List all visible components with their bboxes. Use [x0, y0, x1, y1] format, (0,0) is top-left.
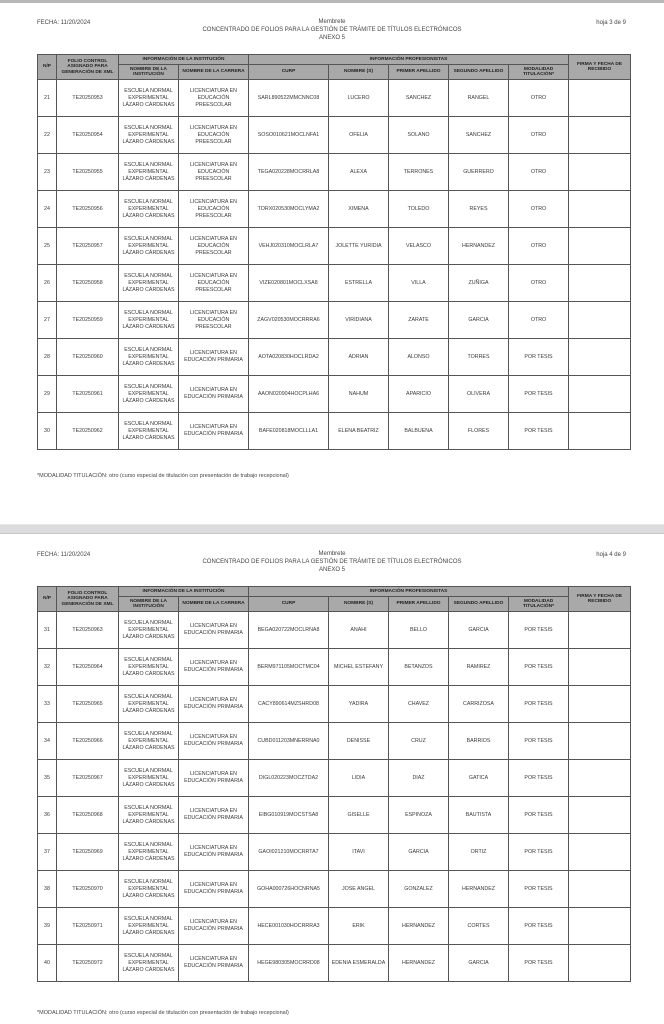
cell-np: 21	[38, 80, 57, 117]
cell-nombre: XIMENA	[329, 191, 389, 228]
cell-nombre: ELENA BEATRIZ	[329, 413, 389, 450]
cell-institucion: ESCUELA NORMAL EXPERIMENTAL LÁZARO CÁRDENAS	[119, 797, 179, 834]
cell-carrera: LICENCIATURA EN EDUCACIÓN PREESCOLAR	[179, 117, 249, 154]
cell-curp: TEGA020228MOCRRLA8	[249, 154, 329, 191]
cell-primer-apellido: BETANZOS	[389, 649, 449, 686]
letterhead-label: Membrete	[318, 19, 346, 25]
cell-nombre: JOSE ANGEL	[329, 871, 389, 908]
cell-firma	[569, 265, 631, 302]
cell-institucion: ESCUELA NORMAL EXPERIMENTAL LÁZARO CÁRDENAS	[119, 649, 179, 686]
cell-primer-apellido: TERRONES	[389, 154, 449, 191]
cell-carrera: LICENCIATURA EN EDUCACIÓN PREESCOLAR	[179, 228, 249, 265]
col-group-profesionistas: INFORMACIÓN PROFESIONISTAS	[249, 587, 569, 597]
col-header-nombre-carrera: NOMBRE DE LA CARRERA	[179, 65, 249, 80]
cell-primer-apellido: DIAZ	[389, 760, 449, 797]
cell-institucion: ESCUELA NORMAL EXPERIMENTAL LÁZARO CÁRDENAS	[119, 191, 179, 228]
cell-segundo-apellido: RANGEL	[449, 80, 509, 117]
col-header-nombre: NOMBRE (S)	[329, 597, 389, 612]
cell-firma	[569, 834, 631, 871]
document-title: CONCENTRADO DE FOLIOS PARA LA GESTIÓN DE TRÁMITE DE TÍTULOS ELECTRÓNICOS	[202, 27, 462, 33]
cell-primer-apellido: GONZALEZ	[389, 871, 449, 908]
cell-folio: TE20250961	[57, 376, 119, 413]
cell-segundo-apellido: GUERRERO	[449, 154, 509, 191]
cell-institucion: ESCUELA NORMAL EXPERIMENTAL LÁZARO CÁRDENAS	[119, 760, 179, 797]
cell-curp: BAFE020818MOCLLLA1	[249, 413, 329, 450]
cell-nombre: MICHEL ESTEFANY	[329, 649, 389, 686]
col-header-nombre: NOMBRE (S)	[329, 65, 389, 80]
cell-segundo-apellido: BARRIOS	[449, 723, 509, 760]
cell-segundo-apellido: SANCHEZ	[449, 117, 509, 154]
table-row	[38, 612, 631, 649]
table-row	[38, 649, 631, 686]
cell-carrera: LICENCIATURA EN EDUCACIÓN PRIMARIA	[179, 871, 249, 908]
cell-np: 32	[38, 649, 57, 686]
cell-nombre: NAHUM	[329, 376, 389, 413]
col-header-curp: CURP	[249, 65, 329, 80]
col-header-folio: FOLIO CONTROL ASIGNADO PARA GENERACIÓN DE XML	[57, 587, 119, 612]
col-header-np: N/P	[38, 55, 57, 80]
cell-curp: CACY890614MZSHRD08	[249, 686, 329, 723]
cell-segundo-apellido: OLIVERA	[449, 376, 509, 413]
cell-folio: TE20250971	[57, 908, 119, 945]
cell-folio: TE20250963	[57, 612, 119, 649]
cell-primer-apellido: APARICIO	[389, 376, 449, 413]
table-body	[38, 80, 631, 450]
cell-curp: HECE001030HOCRRRA3	[249, 908, 329, 945]
table-row	[38, 154, 631, 191]
cell-carrera: LICENCIATURA EN EDUCACIÓN PRIMARIA	[179, 834, 249, 871]
cell-segundo-apellido: HERNANDEZ	[449, 871, 509, 908]
cell-primer-apellido: SOLANO	[389, 117, 449, 154]
col-header-nombre-carrera: NOMBRE DE LA CARRERA	[179, 597, 249, 612]
cell-curp: AOTA020830HOCLRDA2	[249, 339, 329, 376]
cell-institucion: ESCUELA NORMAL EXPERIMENTAL LÁZARO CÁRDENAS	[119, 413, 179, 450]
cell-curp: EIBG010919MOCSTSA8	[249, 797, 329, 834]
cell-carrera: LICENCIATURA EN EDUCACIÓN PRIMARIA	[179, 760, 249, 797]
cell-primer-apellido: GARCIA	[389, 834, 449, 871]
cell-curp: BERM971105MOCTMC04	[249, 649, 329, 686]
cell-folio: TE20250964	[57, 649, 119, 686]
table-row	[38, 302, 631, 339]
footnote: *MODALIDAD TITULACIÓN: otro (curso especial de titulación con presentación de trabajo recepcional)	[37, 473, 289, 479]
date-label: FECHA: 11/20/2024	[37, 552, 91, 558]
cell-primer-apellido: BALBUENA	[389, 413, 449, 450]
cell-firma	[569, 649, 631, 686]
page-separator	[0, 524, 664, 534]
cell-folio: TE20250962	[57, 413, 119, 450]
table-row	[38, 908, 631, 945]
cell-modalidad: POR TESIS	[509, 760, 569, 797]
cell-np: 38	[38, 871, 57, 908]
cell-modalidad: POR TESIS	[509, 649, 569, 686]
annex-label: ANEXO 5	[318, 35, 345, 41]
cell-modalidad: OTRO	[509, 117, 569, 154]
cell-nombre: ADRIAN	[329, 339, 389, 376]
annex-label: ANEXO 5	[318, 567, 345, 573]
cell-institucion: ESCUELA NORMAL EXPERIMENTAL LÁZARO CÁRDENAS	[119, 612, 179, 649]
cell-firma	[569, 686, 631, 723]
table-row	[38, 797, 631, 834]
cell-modalidad: OTRO	[509, 302, 569, 339]
folios-table	[37, 586, 631, 982]
cell-np: 22	[38, 117, 57, 154]
cell-carrera: LICENCIATURA EN EDUCACIÓN PRIMARIA	[179, 945, 249, 982]
cell-segundo-apellido: GATICA	[449, 760, 509, 797]
cell-np: 35	[38, 760, 57, 797]
cell-np: 37	[38, 834, 57, 871]
cell-nombre: ITAVI	[329, 834, 389, 871]
cell-curp: TORX020530MOCLYMA2	[249, 191, 329, 228]
col-header-nombre-institucion: NOMBRE DE LA INSTITUCIÓN	[119, 65, 179, 80]
cell-segundo-apellido: RAMIREZ	[449, 649, 509, 686]
cell-carrera: LICENCIATURA EN EDUCACIÓN PRIMARIA	[179, 413, 249, 450]
cell-np: 30	[38, 413, 57, 450]
cell-primer-apellido: ZARATE	[389, 302, 449, 339]
page-number: hoja 3 de 9	[596, 20, 626, 26]
cell-folio: TE20250972	[57, 945, 119, 982]
cell-segundo-apellido: FLORES	[449, 413, 509, 450]
cell-folio: TE20250957	[57, 228, 119, 265]
cell-carrera: LICENCIATURA EN EDUCACIÓN PRIMARIA	[179, 908, 249, 945]
cell-institucion: ESCUELA NORMAL EXPERIMENTAL LÁZARO CÁRDENAS	[119, 376, 179, 413]
cell-institucion: ESCUELA NORMAL EXPERIMENTAL LÁZARO CÁRDENAS	[119, 339, 179, 376]
cell-carrera: LICENCIATURA EN EDUCACIÓN PREESCOLAR	[179, 80, 249, 117]
table-row	[38, 723, 631, 760]
cell-primer-apellido: VILLA	[389, 265, 449, 302]
cell-folio: TE20250959	[57, 302, 119, 339]
cell-nombre: YADIRA	[329, 686, 389, 723]
cell-primer-apellido: HERNANDEZ	[389, 908, 449, 945]
cell-institucion: ESCUELA NORMAL EXPERIMENTAL LÁZARO CÁRDENAS	[119, 723, 179, 760]
cell-segundo-apellido: GARCIA	[449, 945, 509, 982]
table-row	[38, 413, 631, 450]
col-header-firma: FIRMA Y FECHA DE RECIBIDO	[569, 587, 631, 612]
table-row	[38, 834, 631, 871]
date-label: FECHA: 11/20/2024	[37, 20, 91, 26]
cell-segundo-apellido: CORTES	[449, 908, 509, 945]
cell-folio: TE20250953	[57, 80, 119, 117]
cell-folio: TE20250954	[57, 117, 119, 154]
cell-segundo-apellido: ZUÑIGA	[449, 265, 509, 302]
table-row	[38, 265, 631, 302]
cell-carrera: LICENCIATURA EN EDUCACIÓN PRIMARIA	[179, 797, 249, 834]
col-header-firma: FIRMA Y FECHA DE RECIBIDO	[569, 55, 631, 80]
table-row	[38, 191, 631, 228]
cell-modalidad: OTRO	[509, 80, 569, 117]
col-header-nombre-institucion: NOMBRE DE LA INSTITUCIÓN	[119, 597, 179, 612]
cell-segundo-apellido: GARCIA	[449, 612, 509, 649]
cell-np: 27	[38, 302, 57, 339]
cell-nombre: GISELLE	[329, 797, 389, 834]
cell-np: 25	[38, 228, 57, 265]
table-row	[38, 871, 631, 908]
cell-institucion: ESCUELA NORMAL EXPERIMENTAL LÁZARO CÁRDENAS	[119, 945, 179, 982]
cell-curp: VEHJ020310MOCLRLA7	[249, 228, 329, 265]
table-row	[38, 376, 631, 413]
cell-institucion: ESCUELA NORMAL EXPERIMENTAL LÁZARO CÁRDENAS	[119, 908, 179, 945]
cell-institucion: ESCUELA NORMAL EXPERIMENTAL LÁZARO CÁRDENAS	[119, 871, 179, 908]
cell-carrera: LICENCIATURA EN EDUCACIÓN PRIMARIA	[179, 686, 249, 723]
cell-carrera: LICENCIATURA EN EDUCACIÓN PRIMARIA	[179, 339, 249, 376]
cell-firma	[569, 302, 631, 339]
cell-modalidad: POR TESIS	[509, 834, 569, 871]
cell-firma	[569, 871, 631, 908]
cell-firma	[569, 760, 631, 797]
table-row	[38, 686, 631, 723]
cell-firma	[569, 80, 631, 117]
cell-np: 28	[38, 339, 57, 376]
cell-firma	[569, 612, 631, 649]
cell-folio: TE20250956	[57, 191, 119, 228]
cell-primer-apellido: BELLO	[389, 612, 449, 649]
cell-institucion: ESCUELA NORMAL EXPERIMENTAL LÁZARO CÁRDENAS	[119, 834, 179, 871]
cell-primer-apellido: TOLEDO	[389, 191, 449, 228]
cell-curp: GAOI021210MOCRRTA7	[249, 834, 329, 871]
col-header-segundo-apellido: SEGUNDO APELLIDO	[449, 65, 509, 80]
table-row	[38, 228, 631, 265]
cell-folio: TE20250970	[57, 871, 119, 908]
cell-modalidad: POR TESIS	[509, 413, 569, 450]
cell-np: 31	[38, 612, 57, 649]
cell-carrera: LICENCIATURA EN EDUCACIÓN PREESCOLAR	[179, 154, 249, 191]
cell-segundo-apellido: BAUTISTA	[449, 797, 509, 834]
cell-folio: TE20250969	[57, 834, 119, 871]
cell-np: 24	[38, 191, 57, 228]
cell-firma	[569, 117, 631, 154]
cell-firma	[569, 339, 631, 376]
col-header-modalidad: MODALIDAD TITULACIÓN*	[509, 597, 569, 612]
cell-primer-apellido: ESPINOZA	[389, 797, 449, 834]
cell-institucion: ESCUELA NORMAL EXPERIMENTAL LÁZARO CÁRDENAS	[119, 117, 179, 154]
cell-primer-apellido: VELASCO	[389, 228, 449, 265]
cell-np: 26	[38, 265, 57, 302]
header-title-block	[0, 18, 664, 42]
cell-folio: TE20250958	[57, 265, 119, 302]
cell-np: 40	[38, 945, 57, 982]
cell-np: 29	[38, 376, 57, 413]
page-header	[0, 3, 664, 51]
cell-curp: SOSO010621MOCLNFA1	[249, 117, 329, 154]
cell-curp: VIZE020801MOCLXSA8	[249, 265, 329, 302]
cell-curp: HEGE980305MOCRRD08	[249, 945, 329, 982]
cell-segundo-apellido: TORRES	[449, 339, 509, 376]
cell-nombre: EDENIA ESMERALDA	[329, 945, 389, 982]
cell-firma	[569, 945, 631, 982]
folios-table	[37, 54, 631, 450]
cell-folio: TE20250965	[57, 686, 119, 723]
cell-modalidad: POR TESIS	[509, 686, 569, 723]
cell-firma	[569, 154, 631, 191]
cell-modalidad: POR TESIS	[509, 376, 569, 413]
cell-folio: TE20250968	[57, 797, 119, 834]
cell-carrera: LICENCIATURA EN EDUCACIÓN PRIMARIA	[179, 612, 249, 649]
cell-institucion: ESCUELA NORMAL EXPERIMENTAL LÁZARO CÁRDENAS	[119, 686, 179, 723]
cell-carrera: LICENCIATURA EN EDUCACIÓN PREESCOLAR	[179, 265, 249, 302]
table-row	[38, 339, 631, 376]
cell-segundo-apellido: REYES	[449, 191, 509, 228]
cell-carrera: LICENCIATURA EN EDUCACIÓN PREESCOLAR	[179, 302, 249, 339]
cell-carrera: LICENCIATURA EN EDUCACIÓN PRIMARIA	[179, 376, 249, 413]
cell-segundo-apellido: HERNANDEZ	[449, 228, 509, 265]
cell-primer-apellido: CRUZ	[389, 723, 449, 760]
col-group-profesionistas: INFORMACIÓN PROFESIONISTAS	[249, 55, 569, 65]
document-title: CONCENTRADO DE FOLIOS PARA LA GESTIÓN DE TRÁMITE DE TÍTULOS ELECTRÓNICOS	[202, 559, 462, 565]
cell-curp: GOHA000726HOCNRNA5	[249, 871, 329, 908]
cell-carrera: LICENCIATURA EN EDUCACIÓN PRIMARIA	[179, 649, 249, 686]
table-row	[38, 117, 631, 154]
cell-modalidad: POR TESIS	[509, 908, 569, 945]
cell-np: 39	[38, 908, 57, 945]
cell-modalidad: OTRO	[509, 191, 569, 228]
cell-firma	[569, 723, 631, 760]
cell-modalidad: POR TESIS	[509, 797, 569, 834]
cell-folio: TE20250955	[57, 154, 119, 191]
cell-np: 36	[38, 797, 57, 834]
col-header-segundo-apellido: SEGUNDO APELLIDO	[449, 597, 509, 612]
cell-institucion: ESCUELA NORMAL EXPERIMENTAL LÁZARO CÁRDENAS	[119, 302, 179, 339]
cell-modalidad: POR TESIS	[509, 612, 569, 649]
cell-np: 23	[38, 154, 57, 191]
cell-nombre: ANAHI	[329, 612, 389, 649]
page-header	[0, 535, 664, 583]
col-header-primer-apellido: PRIMER APELLIDO	[389, 597, 449, 612]
cell-firma	[569, 413, 631, 450]
cell-nombre: DENISSE	[329, 723, 389, 760]
cell-modalidad: POR TESIS	[509, 945, 569, 982]
cell-firma	[569, 797, 631, 834]
cell-firma	[569, 228, 631, 265]
cell-segundo-apellido: CARRIZOSA	[449, 686, 509, 723]
cell-primer-apellido: ALONSO	[389, 339, 449, 376]
cell-nombre: LIDIA	[329, 760, 389, 797]
letterhead-label: Membrete	[318, 551, 346, 557]
cell-curp: CUBD011203MNERRNA0	[249, 723, 329, 760]
cell-folio: TE20250967	[57, 760, 119, 797]
cell-modalidad: POR TESIS	[509, 723, 569, 760]
col-header-curp: CURP	[249, 597, 329, 612]
col-header-primer-apellido: PRIMER APELLIDO	[389, 65, 449, 80]
cell-institucion: ESCUELA NORMAL EXPERIMENTAL LÁZARO CÁRDENAS	[119, 265, 179, 302]
cell-firma	[569, 376, 631, 413]
cell-nombre: OFELIA	[329, 117, 389, 154]
cell-modalidad: POR TESIS	[509, 871, 569, 908]
table-row	[38, 760, 631, 797]
col-header-modalidad: MODALIDAD TITULACIÓN*	[509, 65, 569, 80]
col-header-np: N/P	[38, 587, 57, 612]
cell-np: 33	[38, 686, 57, 723]
col-header-folio: FOLIO CONTROL ASIGNADO PARA GENERACIÓN DE XML	[57, 55, 119, 80]
cell-modalidad: OTRO	[509, 265, 569, 302]
cell-institucion: ESCUELA NORMAL EXPERIMENTAL LÁZARO CÁRDENAS	[119, 80, 179, 117]
col-group-institucion: INFORMACIÓN DE LA INSTITUCIÓN	[119, 55, 249, 65]
table-row	[38, 945, 631, 982]
document-page	[0, 535, 664, 1016]
cell-curp: AAON020904HOCPLHA6	[249, 376, 329, 413]
footnote: *MODALIDAD TITULACIÓN: otro (curso especial de titulación con presentación de trabajo recepcional)	[37, 1010, 289, 1016]
cell-nombre: ALEXA	[329, 154, 389, 191]
document-page	[0, 3, 664, 479]
cell-folio: TE20250966	[57, 723, 119, 760]
cell-nombre: JOLETTE YURIDIA	[329, 228, 389, 265]
cell-curp: SARL890522MMCNNC08	[249, 80, 329, 117]
cell-modalidad: POR TESIS	[509, 339, 569, 376]
table-body	[38, 612, 631, 982]
cell-curp: BEGA020722MOCLRNA8	[249, 612, 329, 649]
cell-curp: ZAGV020530MOCRRRA6	[249, 302, 329, 339]
cell-nombre: VIRIDIANA	[329, 302, 389, 339]
col-group-institucion: INFORMACIÓN DE LA INSTITUCIÓN	[119, 587, 249, 597]
cell-folio: TE20250960	[57, 339, 119, 376]
page-number: hoja 4 de 9	[596, 552, 626, 558]
cell-firma	[569, 191, 631, 228]
cell-primer-apellido: SANCHEZ	[389, 80, 449, 117]
cell-np: 34	[38, 723, 57, 760]
cell-institucion: ESCUELA NORMAL EXPERIMENTAL LÁZARO CÁRDENAS	[119, 228, 179, 265]
cell-segundo-apellido: GARCIA	[449, 302, 509, 339]
cell-nombre: ERIK	[329, 908, 389, 945]
cell-carrera: LICENCIATURA EN EDUCACIÓN PREESCOLAR	[179, 191, 249, 228]
cell-carrera: LICENCIATURA EN EDUCACIÓN PRIMARIA	[179, 723, 249, 760]
table-row	[38, 80, 631, 117]
cell-nombre: LUCERO	[329, 80, 389, 117]
cell-nombre: ESTRELLA	[329, 265, 389, 302]
cell-firma	[569, 908, 631, 945]
cell-modalidad: OTRO	[509, 154, 569, 191]
cell-segundo-apellido: ORTIZ	[449, 834, 509, 871]
cell-primer-apellido: CHAVEZ	[389, 686, 449, 723]
cell-primer-apellido: HERNANDEZ	[389, 945, 449, 982]
cell-modalidad: OTRO	[509, 228, 569, 265]
cell-institucion: ESCUELA NORMAL EXPERIMENTAL LÁZARO CÁRDENAS	[119, 154, 179, 191]
cell-curp: DIGL020223MOCZTDA2	[249, 760, 329, 797]
header-title-block	[0, 550, 664, 574]
